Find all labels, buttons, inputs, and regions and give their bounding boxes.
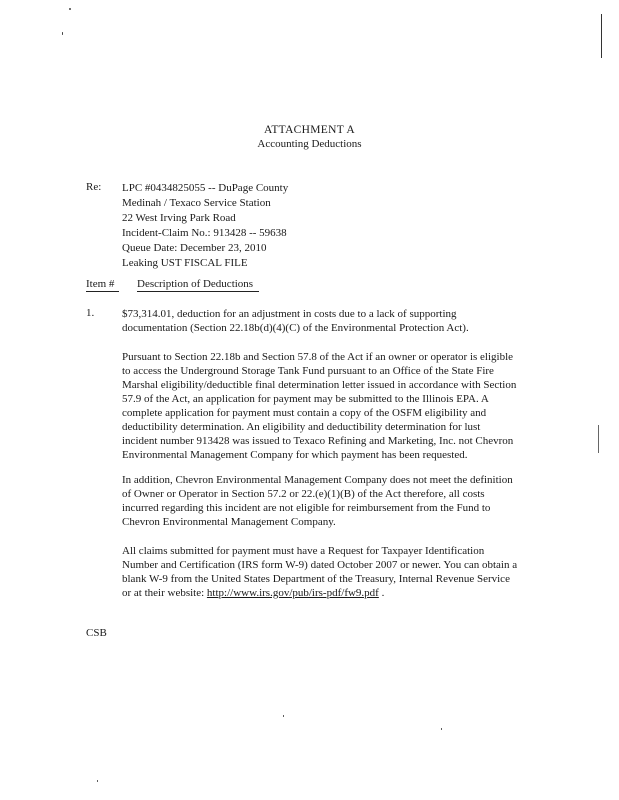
link-suffix: . [378, 587, 385, 599]
paragraph-line: Number and Certification (IRS form W-9) dated October 2007 or newer. You can obtain a [122, 559, 518, 571]
item-header-underline [86, 291, 119, 292]
deduction-paragraph [122, 307, 542, 335]
paragraph-line: Environmental Management Company for which payment has been requested. [122, 449, 468, 461]
re-line: Queue Date: December 23, 2010 [122, 242, 267, 254]
description-header: Description of Deductions [137, 278, 254, 290]
scan-speck [69, 8, 71, 10]
scan-speck [62, 32, 63, 35]
paragraph-line: incurred regarding this incident are not eligible for reimbursement from the Fund to [122, 502, 491, 514]
item-number-header: Item # [86, 278, 115, 290]
paragraph-line [122, 586, 542, 600]
author-initials: CSB [86, 627, 107, 639]
link-prefix: or at their website: [122, 587, 207, 599]
paragraph-line: deductibility determination. An eligibility and deductibility determination for lust [122, 421, 481, 433]
paragraph-line: complete application for payment must contain a copy of the OSFM eligibility and [122, 407, 487, 419]
page-title: ATTACHMENT A [264, 124, 355, 136]
scan-speck [441, 728, 442, 730]
paragraph-line: of Owner or Operator in Section 57.2 or 22.(e)(1)(B) of the Act therefore, all costs [122, 488, 485, 500]
paragraph-line: All claims submitted for payment must have a Request for Taxpayer Identification [122, 545, 485, 557]
scan-speck [283, 715, 284, 717]
paragraph-line: Chevron Environmental Management Company. [122, 516, 336, 528]
scan-artifact-line [598, 425, 599, 453]
paragraph-line: documentation (Section 22.18b(d)(4)(C) of the Environmental Protection Act). [122, 322, 469, 334]
re-details [122, 181, 288, 271]
item-number: 1. [86, 307, 95, 319]
irs-w9-link[interactable]: http://www.irs.gov/pub/irs-pdf/fw9.pdf [206, 587, 379, 599]
re-line: 22 West Irving Park Road [122, 212, 236, 224]
paragraph-line: incident number 913428 was issued to Texaco Refining and Marketing, Inc. not Chevron [122, 435, 514, 447]
description-header-underline [137, 291, 259, 292]
page-subtitle: Accounting Deductions [257, 138, 362, 150]
paragraph-line: blank W-9 from the United States Department of the Treasury, Internal Revenue Service [122, 573, 510, 585]
paragraph-line: to access the Underground Storage Tank Fund pursuant to an Office of the State Fire [122, 365, 494, 377]
re-line: Leaking UST FISCAL FILE [122, 257, 248, 269]
paragraph-line: Pursuant to Section 22.18b and Section 57.8 of the Act if an owner or operator is eligible [122, 351, 514, 363]
re-line: LPC #0434825055 -- DuPage County [122, 182, 289, 194]
owner-operator-paragraph [122, 473, 542, 529]
eligibility-paragraph [122, 350, 542, 462]
scan-artifact-line [601, 14, 602, 58]
paragraph-line: 57.9 of the Act, an application for payment may be submitted to the Illinois EPA. A [122, 393, 489, 405]
paragraph-line: $73,314.01, deduction for an adjustment in costs due to a lack of supporting [122, 308, 457, 320]
paragraph-line: Marshal eligibility/deductible final determination letter issued in accordance with Section [122, 379, 517, 391]
re-line: Medinah / Texaco Service Station [122, 197, 271, 209]
paragraph-line: In addition, Chevron Environmental Management Company does not meet the definition [122, 474, 513, 486]
re-line: Incident-Claim No.: 913428 -- 59638 [122, 227, 287, 239]
scan-speck [97, 780, 98, 782]
w9-paragraph [122, 544, 542, 600]
re-label: Re: [86, 181, 102, 193]
